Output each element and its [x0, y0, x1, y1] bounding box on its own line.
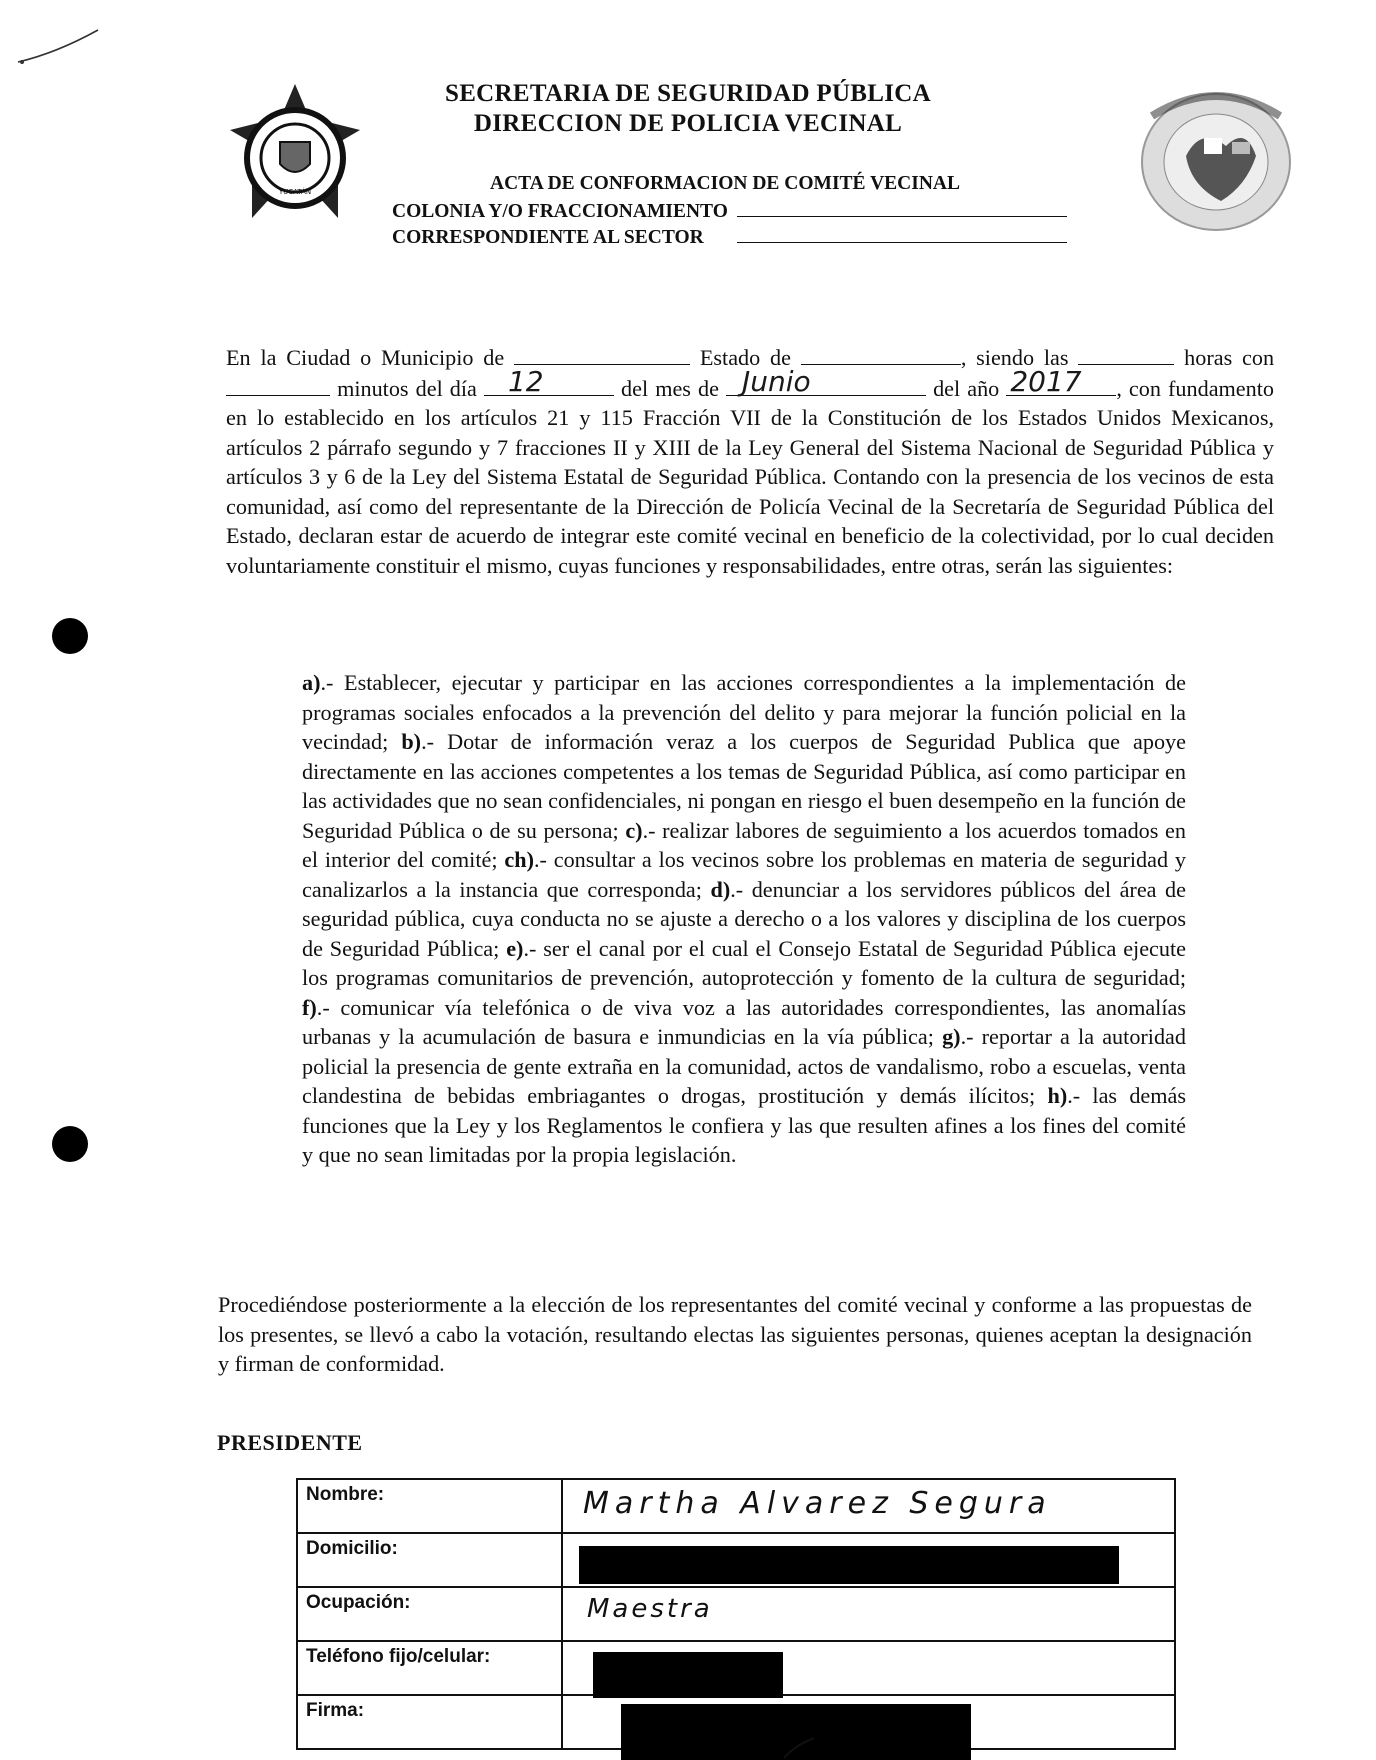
- item-g: .- reportar a la autoridad policial la presencia de gente extraña en la comunidad, actos de vandalismo, robo a escuelas, venta clandestina de bebidas embriagantes o drogas, prostitución y demás ilícitos;: [302, 1024, 1186, 1108]
- estado-blank[interactable]: [801, 342, 961, 365]
- item-h: .- las demás funciones que la Ley y los Reglamentos le confiera y las que resulten afines a los fines del comité y que no sean limitadas por la propia legislación.: [302, 1083, 1187, 1167]
- pen-mark: [14, 22, 104, 72]
- consejo-seal-icon: [1136, 86, 1296, 236]
- nombre-handwritten: Martha Alvarez Segura: [583, 1486, 1052, 1521]
- hora-blank[interactable]: [1078, 342, 1174, 365]
- mes-handwritten: Junio: [742, 365, 811, 398]
- item-a: .- Establecer, ejecutar y participar en las acciones correspondientes a la implementación de programas sociales enfocados a la prevención del delito y para mejorar la función policial en la vecindad;: [302, 670, 1186, 754]
- ocupacion-handwritten: Maestra: [587, 1594, 713, 1624]
- municipio-blank[interactable]: [514, 342, 690, 365]
- intro-text-6: del mes de: [621, 375, 719, 401]
- punch-hole-1: [52, 618, 88, 654]
- sector-blank[interactable]: [737, 224, 1067, 243]
- telefono-label: Teléfono fijo/celular:: [297, 1641, 562, 1695]
- intro-text-4: horas con: [1184, 345, 1275, 370]
- item-b: .- Dotar de información veraz a los cuerpos de Seguridad Publica que apoye directamente en las acciones competentes a los temas de Seguridad Pública, así como participar en las actividades que no sean confidenciales, ni pongan en riesgo el buen desempeño en la función de Seguridad Pública o de su persona;: [302, 729, 1186, 843]
- intro-text-2: Estado de: [699, 345, 791, 370]
- item-g-key: g): [942, 1024, 961, 1049]
- intro-text-8: , con fundamento en lo establecido en los artículos 21 y 115 Fracción VII de la Constitución de los Estados Unidos Mexicanos, artículos 2 párrafo segundo y 7 fracciones II y XIII de la Ley General del Sistema Nacional de Seguridad Pública y artículos 3 y 6 de la Ley del Sistema Estatal de Seguridad Pública. Contando con la presencia de los vecinos de esta comunidad, así como del representante de la Dirección de Policía Vecinal de la Secretaría de Seguridad Pública del Estado, declaran estar de acuerdo de integrar este comité vecinal en beneficio de la colectividad, por lo cual deciden voluntariamente constituir el mismo, cuyas funciones y responsabilidades, entre otras, serán las siguientes:: [226, 375, 1275, 578]
- colonia-text: COLONIA Y/O FRACCIONAMIENTO: [392, 201, 728, 222]
- domicilio-redaction: [579, 1546, 1119, 1584]
- firma-field[interactable]: [562, 1695, 1175, 1749]
- presidente-table: [296, 1478, 1176, 1750]
- item-a-key: a): [302, 670, 321, 695]
- colonia-blank[interactable]: [737, 198, 1067, 217]
- domicilio-label: Domicilio:: [297, 1533, 562, 1587]
- nombre-field[interactable]: [562, 1479, 1175, 1533]
- table-row: [297, 1695, 1175, 1749]
- item-f-key: f): [302, 994, 317, 1020]
- table-row: [297, 1479, 1175, 1533]
- table-row: [297, 1533, 1175, 1587]
- anio-handwritten: 2017: [1010, 365, 1082, 398]
- firma-label: Firma:: [297, 1695, 562, 1749]
- acta-title: ACTA DE CONFORMACION DE COMITÉ VECINAL: [490, 173, 961, 194]
- header-title-2: DIRECCION DE POLICIA VECINAL: [473, 110, 903, 137]
- presidente-heading: PRESIDENTE: [217, 1430, 363, 1455]
- minutos-blank[interactable]: [226, 373, 330, 396]
- mes-field[interactable]: [726, 365, 926, 398]
- svg-text:YUCATÁN: YUCATÁN: [278, 188, 312, 196]
- telefono-field[interactable]: [562, 1641, 1175, 1695]
- nombre-label: Nombre:: [297, 1479, 562, 1533]
- dia-field[interactable]: [484, 365, 614, 398]
- ocupacion-field[interactable]: [562, 1587, 1175, 1641]
- item-c: .- realizar labores de seguimiento a los acuerdos tomados en el interior del comité;: [302, 817, 1186, 872]
- item-e-key: e): [506, 935, 524, 961]
- item-c-key: c): [625, 817, 643, 843]
- table-row: [297, 1641, 1175, 1695]
- domicilio-field[interactable]: [562, 1533, 1175, 1587]
- item-e: .- ser el canal por el cual el Consejo Estatal de Seguridad Pública ejecute los programas comunitarios de prevención, autoprotección y fomento de la cultura de seguridad;: [302, 935, 1187, 990]
- ocupacion-label: Ocupación:: [297, 1587, 562, 1641]
- item-h-key: h): [1047, 1083, 1068, 1108]
- sector-text: CORRESPONDIENTE AL SECTOR: [392, 227, 704, 248]
- punch-hole-2: [52, 1126, 88, 1162]
- intro-text-5: minutos del día: [337, 375, 477, 401]
- functions-list: [302, 668, 1186, 1170]
- sector-label: [392, 224, 1067, 249]
- dia-handwritten: 12: [507, 365, 544, 398]
- item-f: .- comunicar vía telefónica o de viva voz a las autoridades correspondientes, las anomalías urbanas y la acumulación de basura e inmundicias en la vía pública;: [302, 994, 1186, 1049]
- item-b-key: b): [401, 729, 422, 754]
- table-row: [297, 1587, 1175, 1641]
- colonia-label: [392, 198, 1067, 223]
- intro-text-1: En la Ciudad o Municipio de: [226, 345, 505, 370]
- anio-field[interactable]: [1006, 365, 1116, 398]
- item-d: .- denunciar a los servidores públicos del área de seguridad pública, cuya conducta no se ajuste a derecho o a los valores y disciplina de los cuerpos de Seguridad Pública;: [302, 876, 1186, 961]
- signature-stroke: [780, 1736, 820, 1760]
- header-title-1: SECRETARIA DE SEGURIDAD PÚBLICA: [444, 80, 931, 107]
- intro-text-3: , siendo las: [960, 345, 1069, 370]
- item-d-key: d): [710, 876, 731, 902]
- item-ch-key: ch): [504, 847, 534, 872]
- telefono-redaction: [593, 1652, 783, 1698]
- intro-paragraph: [226, 342, 1274, 580]
- item-ch: .- consultar a los vecinos sobre los problemas en materia de seguridad y canalizarlos a la instancia que corresponda;: [302, 847, 1187, 902]
- closing-paragraph: Procediéndose posteriormente a la elección de los representantes del comité vecinal y conforme a las propuestas de los presentes, se llevó a cabo la votación, resultando electas las siguientes personas, quienes aceptan la designación y firman de conformidad.: [218, 1292, 1252, 1376]
- intro-text-7: del año: [933, 375, 1000, 401]
